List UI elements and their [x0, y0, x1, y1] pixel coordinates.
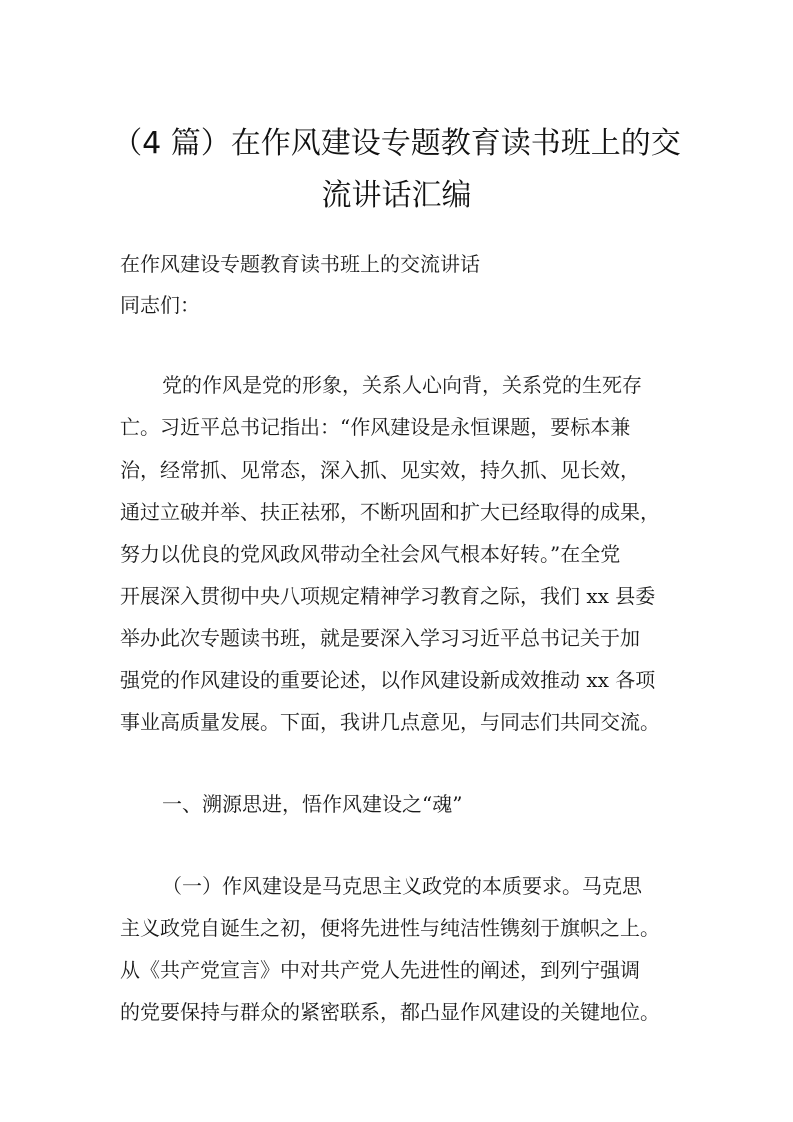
document-subtitle: 在作风建设专题教育读书班上的交流讲话: [120, 252, 480, 276]
paragraph-2-line: （一）作风建设是马克思主义政党的本质要求。马克思: [162, 874, 642, 898]
paragraph-1-line: 党的作风是党的形象，关系人心向背，关系党的生死存: [162, 373, 642, 397]
paragraph-1-line: 治，经常抓、见常态，深入抓、见实效，持久抓、见长效，: [120, 458, 640, 482]
document-title-line-1: （4 篇）在作风建设专题教育读书班上的交: [112, 126, 681, 161]
paragraph-1-line: 努力以优良的党风政风带动全社会风气根本好转。”在全党: [120, 542, 621, 566]
paragraph-1-line: 强党的作风建设的重要论述，以作风建设新成效推动 xx 各项: [120, 668, 656, 692]
paragraph-1-line: 亡。习近平总书记指出：“作风建设是永恒课题，要标本兼: [120, 415, 631, 439]
paragraph-1-line: 通过立破并举、扶正祛邪，不断巩固和扩大已经取得的成果，: [120, 500, 660, 524]
section-heading-1: 一、溯源思进，悟作风建设之“魂”: [162, 792, 463, 816]
salutation: 同志们：: [120, 293, 200, 317]
paragraph-2-line: 从《共产党宣言》中对共产党人先进性的阐述，到列宁强调: [120, 958, 640, 982]
document-title-line-2: 流讲话汇编: [321, 178, 472, 213]
paragraph-1-line: 事业高质量发展。下面，我讲几点意见，与同志们共同交流。: [120, 710, 660, 734]
paragraph-1-line: 开展深入贯彻中央八项规定精神学习教育之际，我们 xx 县委: [120, 584, 656, 608]
paragraph-2-line: 主义政党自诞生之初，便将先进性与纯洁性镌刻于旗帜之上。: [120, 916, 660, 940]
paragraph-1-line: 举办此次专题读书班，就是要深入学习习近平总书记关于加: [120, 626, 640, 650]
paragraph-2-line: 的党要保持与群众的紧密联系，都凸显作风建设的关键地位。: [120, 1000, 660, 1024]
